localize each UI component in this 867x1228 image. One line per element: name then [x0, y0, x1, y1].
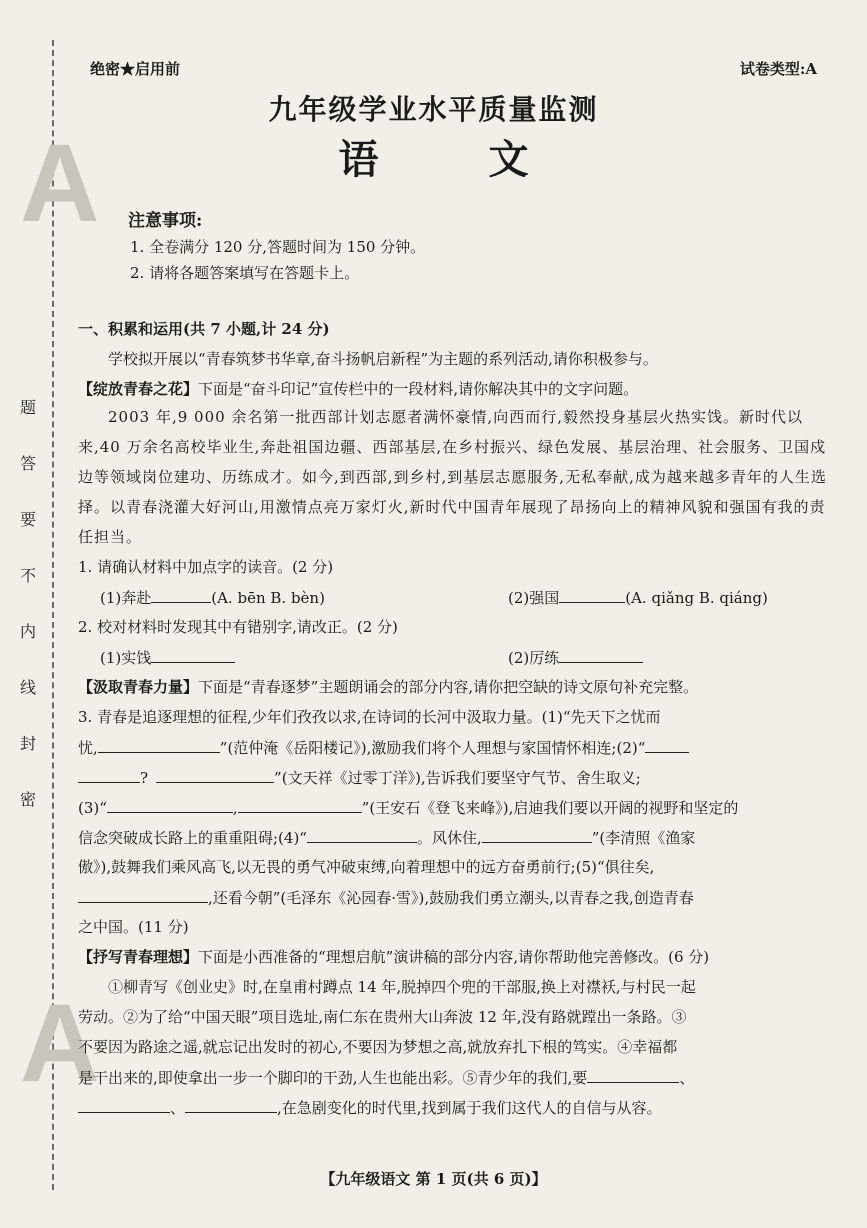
q2-item-a: (1)实饯 — [100, 649, 152, 667]
answer-blank[interactable] — [482, 826, 592, 843]
exam-subject: 语文 — [338, 136, 639, 183]
part3-header — [78, 946, 840, 967]
notice-heading: 注意事项: — [128, 211, 203, 231]
material-passage: 2003 年,9 000 余名第一批西部计划志愿者满怀豪情,向西而行,毅然投身基层火热实饯。新时代以来,40 万余名高校毕业生,奔赴祖国边疆、西部基层,在乡村振兴、绿色发展、基层治理、社会服务、卫国戍边等领域岗位建功、历练成才。如今,到西部,到乡村,到基层志愿服务,无私奉献,成为越来越多青年的人生选择。以青春浇灌大好河山,用激情点亮万家灯火,新时代中国青年展现了昂扬向上的精神风貌和强国有我的责任担当。 — [78, 408, 827, 546]
speech-line — [78, 1066, 840, 1088]
question-2-items — [78, 646, 840, 668]
answer-blank[interactable] — [156, 766, 274, 783]
q3-text: (3)“ — [78, 799, 107, 817]
q3-line: 傲》),鼓舞我们乘风高飞,以无畏的勇气冲破束缚,向着理想中的远方奋勇前行;(5)“俱往矣, — [78, 858, 655, 876]
watermark-a-bottom: A — [20, 982, 100, 1105]
seal-char: 不 — [19, 566, 36, 585]
q3-text: 忧, — [78, 739, 98, 757]
q2-item-b-wrap — [508, 646, 643, 668]
part2-tag: 【汲取青春力量】 — [78, 678, 199, 696]
notice-item: 2. 请将各题答案填写在答题卡上。 — [130, 264, 360, 282]
q3-text: ”(李清照《渔家 — [591, 829, 696, 847]
q3-line — [78, 796, 840, 818]
speech-text: 是干出来的,即使拿出一步一个脚印的干劲,人生也能出彩。⑤青少年的我们,要 — [78, 1069, 588, 1087]
part3-desc: 下面是小西准备的“理想启航”演讲稿的部分内容,请你帮助他完善修改。(6 分) — [198, 948, 710, 966]
part3-tag: 【抒写青春理想】 — [78, 948, 199, 966]
section-heading: 一、积累和运用(共 7 小题,计 24 分) — [78, 320, 330, 338]
q3-text: , — [232, 799, 238, 817]
q3-line — [78, 826, 840, 848]
paper-type-label: 试卷类型:A — [739, 60, 817, 78]
seal-char: 内 — [19, 622, 36, 641]
answer-blank[interactable] — [151, 646, 235, 663]
answer-blank[interactable] — [78, 886, 208, 903]
speech-line: ①柳青写《创业史》时,在皇甫村蹲点 14 年,脱掉四个兜的干部服,换上对襟袄,与村民一起 — [108, 978, 696, 996]
seal-char: 封 — [19, 734, 36, 753]
answer-blank[interactable] — [587, 1066, 679, 1083]
notice-item: 1. 全卷满分 120 分,答题时间为 150 分钟。 — [130, 238, 426, 256]
question-2: 2. 校对材料时发现其中有错别字,请改正。(2 分) — [78, 618, 398, 636]
q3-line — [78, 886, 840, 908]
q1-item-b-wrap — [508, 586, 768, 608]
q3-line — [78, 736, 840, 758]
speech-line: 劳动。②为了给“中国天眼”项目选址,南仁东在贵州大山奔波 12 年,没有路就蹚出一条路。③ — [78, 1008, 687, 1026]
answer-blank[interactable] — [645, 736, 689, 753]
speech-text: 、 — [170, 1099, 186, 1117]
q1-item-a-options: (A. bēn B. bèn) — [211, 589, 325, 607]
speech-line: 不要因为路途之遥,就忘记出发时的初心,不要因为梦想之高,就放弃扎下根的笃实。④幸福都 — [78, 1038, 678, 1056]
exam-title: 九年级学业水平质量监测 — [268, 93, 599, 126]
q3-text: 信念突破成长路上的重重阻碍;(4)“ — [78, 829, 307, 847]
q3-text: ”(范仲淹《岳阳楼记》),激励我们将个人理想与家国情怀相连;(2)“ — [219, 739, 646, 757]
q3-line — [78, 766, 840, 788]
speech-line — [78, 1096, 840, 1118]
answer-blank[interactable] — [559, 646, 643, 663]
watermark-a-top: A — [20, 122, 100, 245]
part2-header — [78, 676, 840, 697]
answer-blank[interactable] — [238, 796, 362, 813]
part2-desc: 下面是“青春逐梦”主题朗诵会的部分内容,请你把空缺的诗文原句补充完整。 — [198, 678, 699, 696]
answer-blank[interactable] — [78, 766, 140, 783]
answer-blank[interactable] — [151, 586, 211, 603]
speech-text: ,在急剧变化的时代里,找到属于我们这代人的自信与从容。 — [277, 1099, 662, 1117]
question-1-items — [78, 586, 840, 608]
seal-margin-text — [14, 380, 42, 828]
q3-line: 3. 青春是追逐理想的征程,少年们孜孜以求,在诗词的长河中汲取力量。(1)“先天下之忧而 — [78, 708, 661, 726]
question-1: 1. 请确认材料中加点字的读音。(2 分) — [78, 558, 334, 576]
seal-char: 密 — [19, 790, 36, 809]
secret-label: 绝密★启用前 — [90, 60, 181, 78]
q3-line: 之中国。(11 分) — [78, 918, 189, 936]
q1-item-b: (2)强国 — [508, 589, 560, 607]
page-footer: 【九年级语文 第 1 页(共 6 页)】 — [320, 1170, 547, 1188]
answer-blank[interactable] — [107, 796, 233, 813]
q2-item-b: (2)厉练 — [508, 649, 560, 667]
q3-text: ,还看今朝”(毛泽东《沁园春·雪》),鼓励我们勇立潮头,以青春之我,创造青春 — [208, 889, 694, 907]
q3-text: ”(王安石《登飞来峰》),启迪我们要以开阔的视野和坚定的 — [361, 799, 739, 817]
part1-tag: 【绽放青春之花】 — [78, 380, 199, 398]
answer-blank[interactable] — [307, 826, 417, 843]
seal-char: 题 — [19, 398, 36, 417]
part1-desc: 下面是“奋斗印记”宣传栏中的一段材料,请你解决其中的文字问题。 — [198, 380, 639, 398]
answer-blank[interactable] — [98, 736, 220, 753]
seal-char: 答 — [19, 454, 36, 473]
answer-blank[interactable] — [185, 1096, 277, 1113]
q1-item-b-options: (A. qiǎng B. qiáng) — [625, 589, 768, 607]
q3-text: 。风休住, — [416, 829, 482, 847]
answer-blank[interactable] — [559, 586, 625, 603]
speech-text: 、 — [679, 1069, 695, 1087]
q1-item-a: (1)奔赴 — [100, 589, 152, 607]
answer-blank[interactable] — [78, 1096, 170, 1113]
section-intro: 学校拟开展以“青春筑梦书华章,奋斗扬帆启新程”为主题的系列活动,请你积极参与。 — [108, 350, 658, 368]
seal-char: 要 — [19, 510, 36, 529]
q3-text: ? — [140, 769, 149, 787]
part1-header — [78, 378, 840, 399]
seal-char: 线 — [19, 678, 36, 697]
q3-text: ”(文天祥《过零丁洋》),告诉我们要坚守气节、舍生取义; — [274, 769, 641, 787]
